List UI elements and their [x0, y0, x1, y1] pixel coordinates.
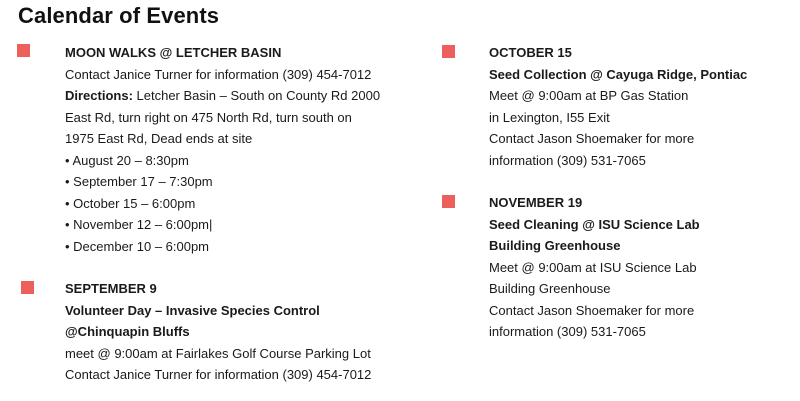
event-september-9 [65, 278, 371, 386]
event-headline: Seed Cleaning @ ISU Science Lab [489, 216, 700, 232]
event-marker [442, 195, 455, 208]
event-headline: Volunteer Day – Invasive Species Control [65, 302, 320, 318]
event-date-item: • December 10 – 6:00pm [65, 238, 210, 254]
event-headline: SEPTEMBER 9 [65, 281, 157, 296]
event-headline: MOON WALKS @ LETCHER BASIN [65, 45, 282, 60]
event-headline: OCTOBER 15 [489, 45, 572, 60]
event-detail: Meet @ 9:00am at ISU Science Lab [489, 259, 697, 275]
directions-text: East Rd, turn right on 475 North Rd, turn south on [65, 109, 352, 125]
event-october-15 [489, 42, 747, 171]
event-date-item: • November 12 – 6:00pm| [65, 217, 213, 232]
event-marker [21, 281, 34, 294]
event-date-item: • August 20 – 8:30pm [65, 152, 189, 168]
event-directions [65, 85, 380, 107]
event-detail: in Lexington, I55 Exit [489, 109, 610, 125]
event-marker [442, 45, 455, 58]
event-detail: meet @ 9:00am at Fairlakes Golf Course Parking Lot [65, 345, 371, 361]
event-moon-walks [65, 42, 380, 257]
event-detail: Contact Jason Shoemaker for more [489, 302, 695, 318]
event-headline: @Chinquapin Bluffs [65, 324, 190, 339]
event-date-item: • October 15 – 6:00pm [65, 195, 196, 211]
event-headline: NOVEMBER 19 [489, 195, 583, 210]
event-marker [17, 44, 30, 57]
event-detail: Meet @ 9:00am at BP Gas Station [489, 88, 689, 103]
event-headline: Building Greenhouse [489, 238, 621, 253]
event-november-19 [489, 192, 700, 343]
directions-text: 1975 East Rd, Dead ends at site [65, 131, 253, 146]
event-contact: Contact Janice Turner for information (309) 454-7012 [65, 66, 372, 82]
directions-text: Letcher Basin – South on County Rd 2000 [132, 88, 381, 103]
event-detail: Contact Janice Turner for information (309) 454-7012 [65, 367, 372, 382]
event-headline: Seed Collection @ Cayuga Ridge, Pontiac [489, 66, 748, 82]
page-title: Calendar of Events [18, 3, 220, 28]
event-detail: information (309) 531-7065 [489, 324, 646, 339]
event-detail: Building Greenhouse [489, 281, 611, 296]
event-date-item: • September 17 – 7:30pm [65, 174, 213, 189]
event-detail: Contact Jason Shoemaker for more [489, 131, 695, 146]
event-detail: information (309) 531-7065 [489, 152, 646, 168]
directions-label: Directions: [65, 88, 133, 103]
